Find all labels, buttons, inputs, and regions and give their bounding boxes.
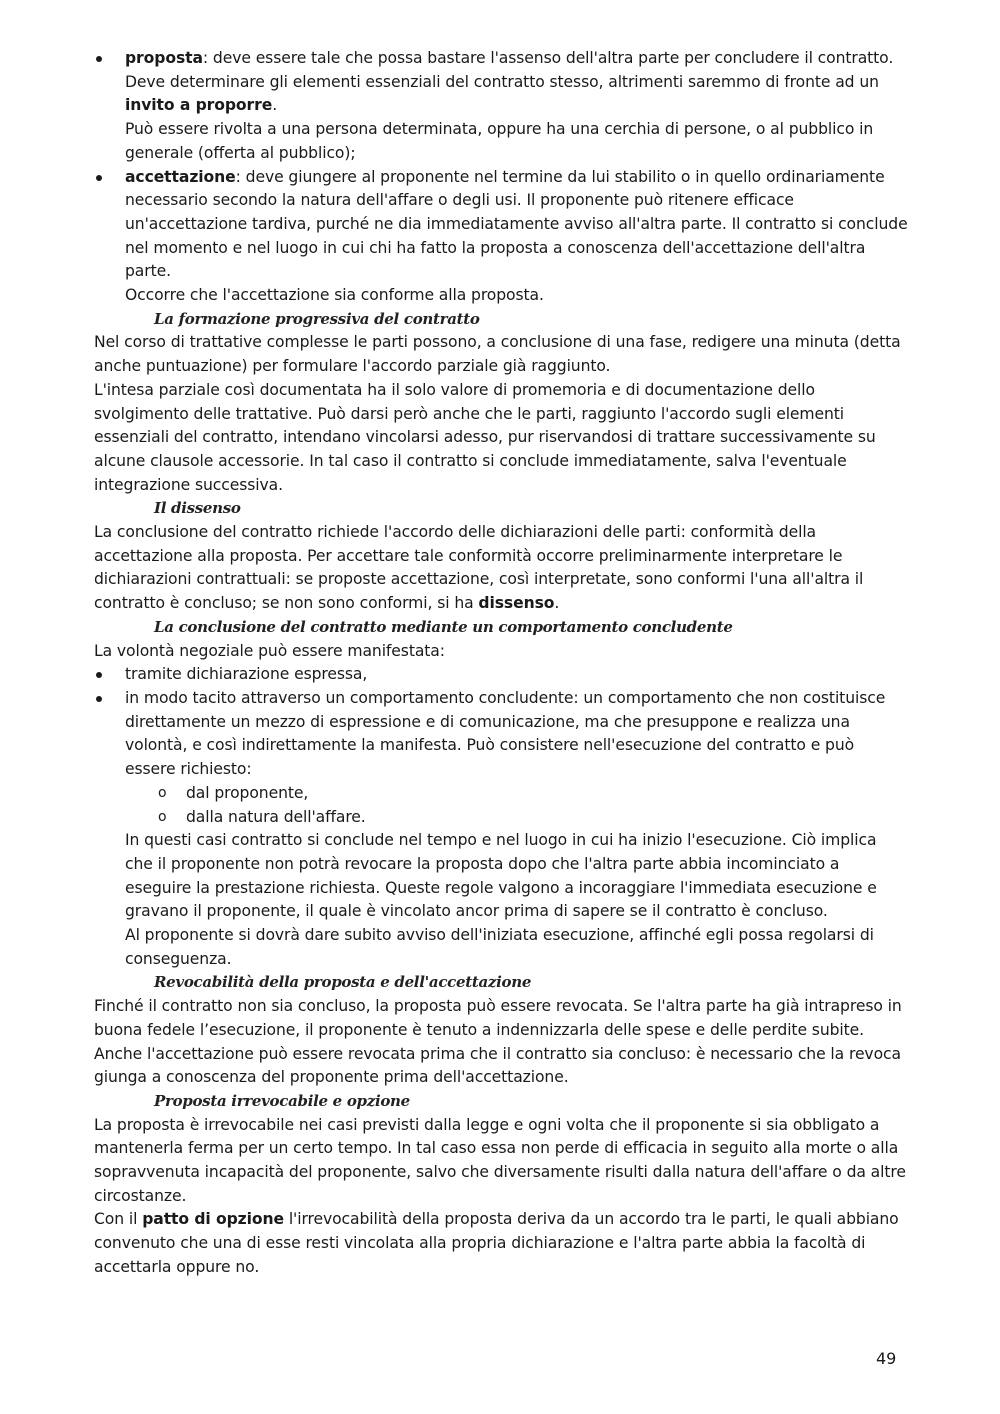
proposta-text: : deve essere tale che possa bastare l'assenso dell'altra parte per concludere il contratto. Deve determinare gli elementi essenziali del contratto stesso, altrimenti saremmo di fronte ad un (125, 49, 894, 91)
circle-bullet-icon: o (158, 784, 167, 801)
accettazione-paragraph (125, 166, 909, 285)
page-number: 49 (876, 1349, 897, 1368)
section-heading: La conclusione del contratto mediante un comportamento concludente (154, 617, 733, 636)
section-heading: Revocabilità della proposta e dell'accettazione (154, 973, 532, 992)
paragraph: La proposta è irrevocabile nei casi previsti dalla legge e ogni volta che il proponente si sia obbligato a mantenerla ferma per un certo tempo. In tal caso essa non perde di efficacia in seguito alla morte o alla sopravvenuta incapacità del proponente, salvo che diversamente risulti dalla natura dell'affare o da altre circostanze. (94, 1115, 906, 1205)
list-item-text: in modo tacito attraverso un comportamento concludente: un comportamento che non costituisce direttamente un mezzo di espressione e di comunicazione, ma che presuppone e realizza una volontà, e così indirettamente la manifesta. Può consistere nell'esecuzione del contratto e può essere richiesto: (125, 688, 886, 779)
indented-paragraph: In questi casi contratto si conclude nel tempo e nel luogo in cui ha inizio l'esecuzione. Ciò implica che il proponente non potrà revocare la proposta dopo che l'altra parte abbia incominciato a eseguire la prestazione richiesta. Queste regole valgono a incoraggiare l'immediata esecuzione e gravano il proponente, il quale è vincolato ancor prima di sapere se il contratto è concluso. (125, 831, 877, 921)
dissenso-text-end: . (554, 594, 560, 613)
proposta-text-end: . (272, 96, 278, 115)
list-item-text: tramite dichiarazione espressa, (125, 665, 368, 684)
dissenso-text: La conclusione del contratto richiede l'accordo delle dichiarazioni delle parti: conformità della accettazione alla proposta. Per accettare tale conformità occorre preliminarmente interpretare le dichiarazioni contrattuali: se proposte accettazione, così interpretate, sono conformi l'una all'altra il contratto è concluso; se non sono conformi, si ha (94, 523, 864, 613)
list-item (94, 687, 909, 782)
term-accettazione: accettazione (125, 167, 236, 186)
paragraph (94, 521, 909, 616)
bullet-icon (96, 56, 102, 62)
opzione-text-start: Con il (94, 1210, 143, 1229)
sub-list-item-text: dalla natura dell'affare. (186, 807, 366, 826)
accettazione-text: : deve giungere al proponente nel termine da lui stabilito o in quello ordinariamente necessario secondo la natura dell'affare o degli usi. Il proponente può ritenere efficace un'accettazione tardiva, purché ne dia immediatamente avviso all'altra parte. Il contratto si conclude nel momento e nel luogo in cui chi ha fatto la proposta a conoscenza dell'accettazione dell'altra parte. (125, 167, 908, 281)
paragraph: La volontà negoziale può essere manifestata: (94, 641, 445, 660)
section-heading: Il dissenso (154, 499, 241, 518)
paragraph: Nel corso di trattative complesse le parti possono, a conclusione di una fase, redigere una minuta (detta anche puntuazione) per formulare l'accordo parziale già raggiunto. (94, 333, 901, 376)
term-proposta: proposta (125, 49, 203, 67)
section-heading: Proposta irrevocabile e opzione (154, 1091, 410, 1110)
paragraph: L'intesa parziale così documentata ha il solo valore di promemoria e di documentazione dello svolgimento delle trattative. Può darsi però anche che le parti, raggiunto l'accordo sugli elementi essenziali del contratto, intendano vincolarsi adesso, pur riservandosi di trattare successivamente su alcune clausole accessorie. In tal caso il contratto si conclude immediatamente, salva l'eventuale integrazione successiva. (94, 380, 876, 494)
sub-list-item-text: dal proponente, (186, 783, 309, 802)
proposta-paragraph (125, 47, 909, 118)
bullet-icon (96, 672, 102, 678)
paragraph: Anche l'accettazione può essere revocata prima che il contratto sia concluso: è necessario che la revoca giunga a conoscenza del proponente prima dell'accettazione. (94, 1044, 901, 1087)
opzione-text: l'irrevocabilità della proposta deriva da un accordo tra le parti, le quali abbiano convenuto che una di esse resti vincolata alla propria dichiarazione e l'altra parte abbia la facoltà di accettarla oppure no. (94, 1210, 899, 1276)
term-patto-di-opzione: patto di opzione (142, 1210, 284, 1229)
paragraph: Finché il contratto non sia concluso, la proposta può essere revocata. Se l'altra parte ha già intrapreso in buona fedele l’esecuzione, il proponente è tenuto a indennizzarla delle spese e delle perdite subite. (94, 997, 902, 1039)
page-content (94, 47, 909, 1280)
accettazione-second-paragraph: Occorre che l'accettazione sia conforme alla proposta. (125, 286, 544, 305)
list-item-accettazione (94, 166, 909, 308)
sub-list-item (94, 782, 909, 806)
bullet-icon (96, 175, 102, 181)
list-item-proposta (94, 47, 909, 166)
indented-paragraph: Al proponente si dovrà dare subito avviso dell'iniziata esecuzione, affinché egli possa regolarsi di conseguenza. (125, 926, 874, 968)
paragraph (94, 1208, 909, 1279)
bullet-icon (96, 696, 102, 702)
term-dissenso: dissenso (478, 594, 555, 613)
section-heading: La formazione progressiva del contratto (154, 309, 480, 328)
term-invito-a-proporre: invito a proporre (125, 96, 273, 115)
list-item (94, 663, 909, 687)
sub-list-item (94, 806, 909, 830)
circle-bullet-icon: o (158, 808, 167, 825)
proposta-second-paragraph: Può essere rivolta a una persona determinata, oppure ha una cerchia di persone, o al pubblico in generale (offerta al pubblico); (125, 120, 874, 162)
